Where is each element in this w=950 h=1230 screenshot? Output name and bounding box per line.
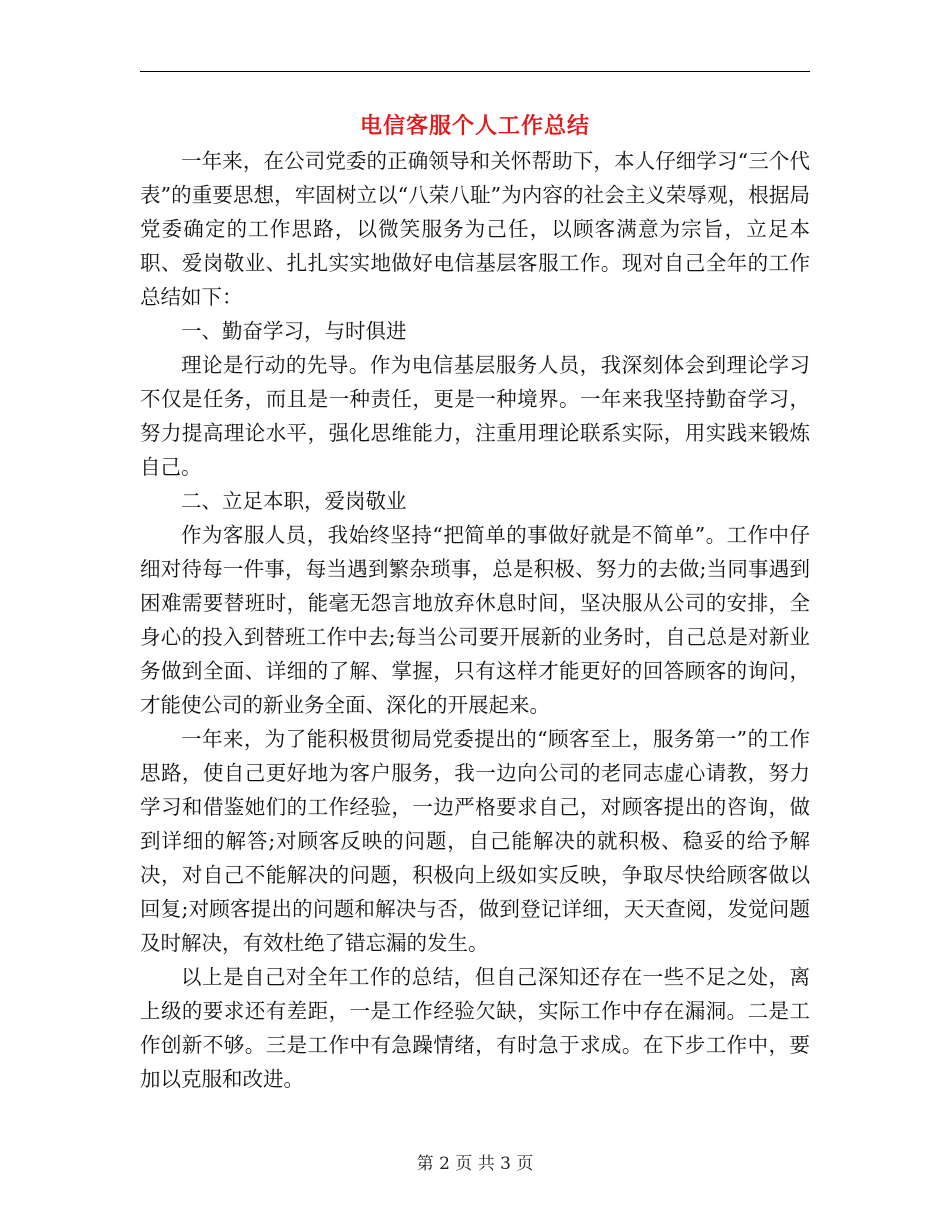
- paragraph-study: 理论是行动的先导。作为电信基层服务人员，我深刻体会到理论学习不仅是任务，而且是一种责任，更是一种境界。一年来我坚持勤奋学习，努力提高理论水平，强化思维能力，注重用理论联系实际，用实践来锻炼自己。: [140, 353, 810, 479]
- section-heading-2: 二、立足本职，爱岗敬业: [181, 489, 407, 513]
- paragraph-service: 一年来，为了能积极贯彻局党委提出的“顾客至上，服务第一”的工作思路，使自己更好地为客户服务，我一边向公司的老同志虚心请教，努力学习和借鉴她们的工作经验，一边严格要求自己，对顾客提出的咨询，做到详细的解答;对顾客反映的问题，自己能解决的就积极、稳妥的给予解决，对自己不能解决的问题，积极向上级如实反映，争取尽快给顾客做以回复;对顾客提出的问题和解决与否，做到登记详细，天天查阅，发觉问题及时解决，有效杜绝了错忘漏的发生。: [140, 727, 810, 955]
- paragraph-duty: 作为客服人员，我始终坚持“把简单的事做好就是不简单”。工作中仔细对待每一件事，每当遇到繁杂琐事，总是积极、努力的去做;当同事遇到困难需要替班时，能毫无怨言地放弃休息时间，坚决服从公司的安排，全身心的投入到替班工作中去;每当公司要开展新的业务时，自己总是对新业务做到全面、详细的了解、掌握，只有这样才能更好的回答顾客的询问，才能使公司的新业务全面、深化的开展起来。: [140, 523, 810, 717]
- paragraph-intro: 一年来，在公司党委的正确领导和关怀帮助下，本人仔细学习“三个代表”的重要思想，牢固树立以“八荣八耻”为内容的社会主义荣辱观，根据局党委确定的工作思路，以微笑服务为己任，以顾客满意为宗旨，立足本职、爱岗敬业、扎扎实实地做好电信基层客服工作。现对自己全年的工作总结如下：: [140, 149, 810, 309]
- document-body: [140, 144, 810, 1096]
- section-heading-1: 一、勤奋学习，与时俱进: [181, 319, 407, 343]
- page-number: 第 2 页 共 3 页: [416, 1154, 534, 1174]
- header-rule: [140, 71, 810, 72]
- paragraph-conclusion: 以上是自己对全年工作的总结，但自己深知还存在一些不足之处，离上级的要求还有差距，一是工作经验欠缺，实际工作中存在漏洞。二是工作创新不够。三是工作中有急躁情绪，有时急于求成。在下步工作中，要加以克服和改进。: [140, 965, 810, 1091]
- document-title: 电信客服个人工作总结: [359, 113, 590, 139]
